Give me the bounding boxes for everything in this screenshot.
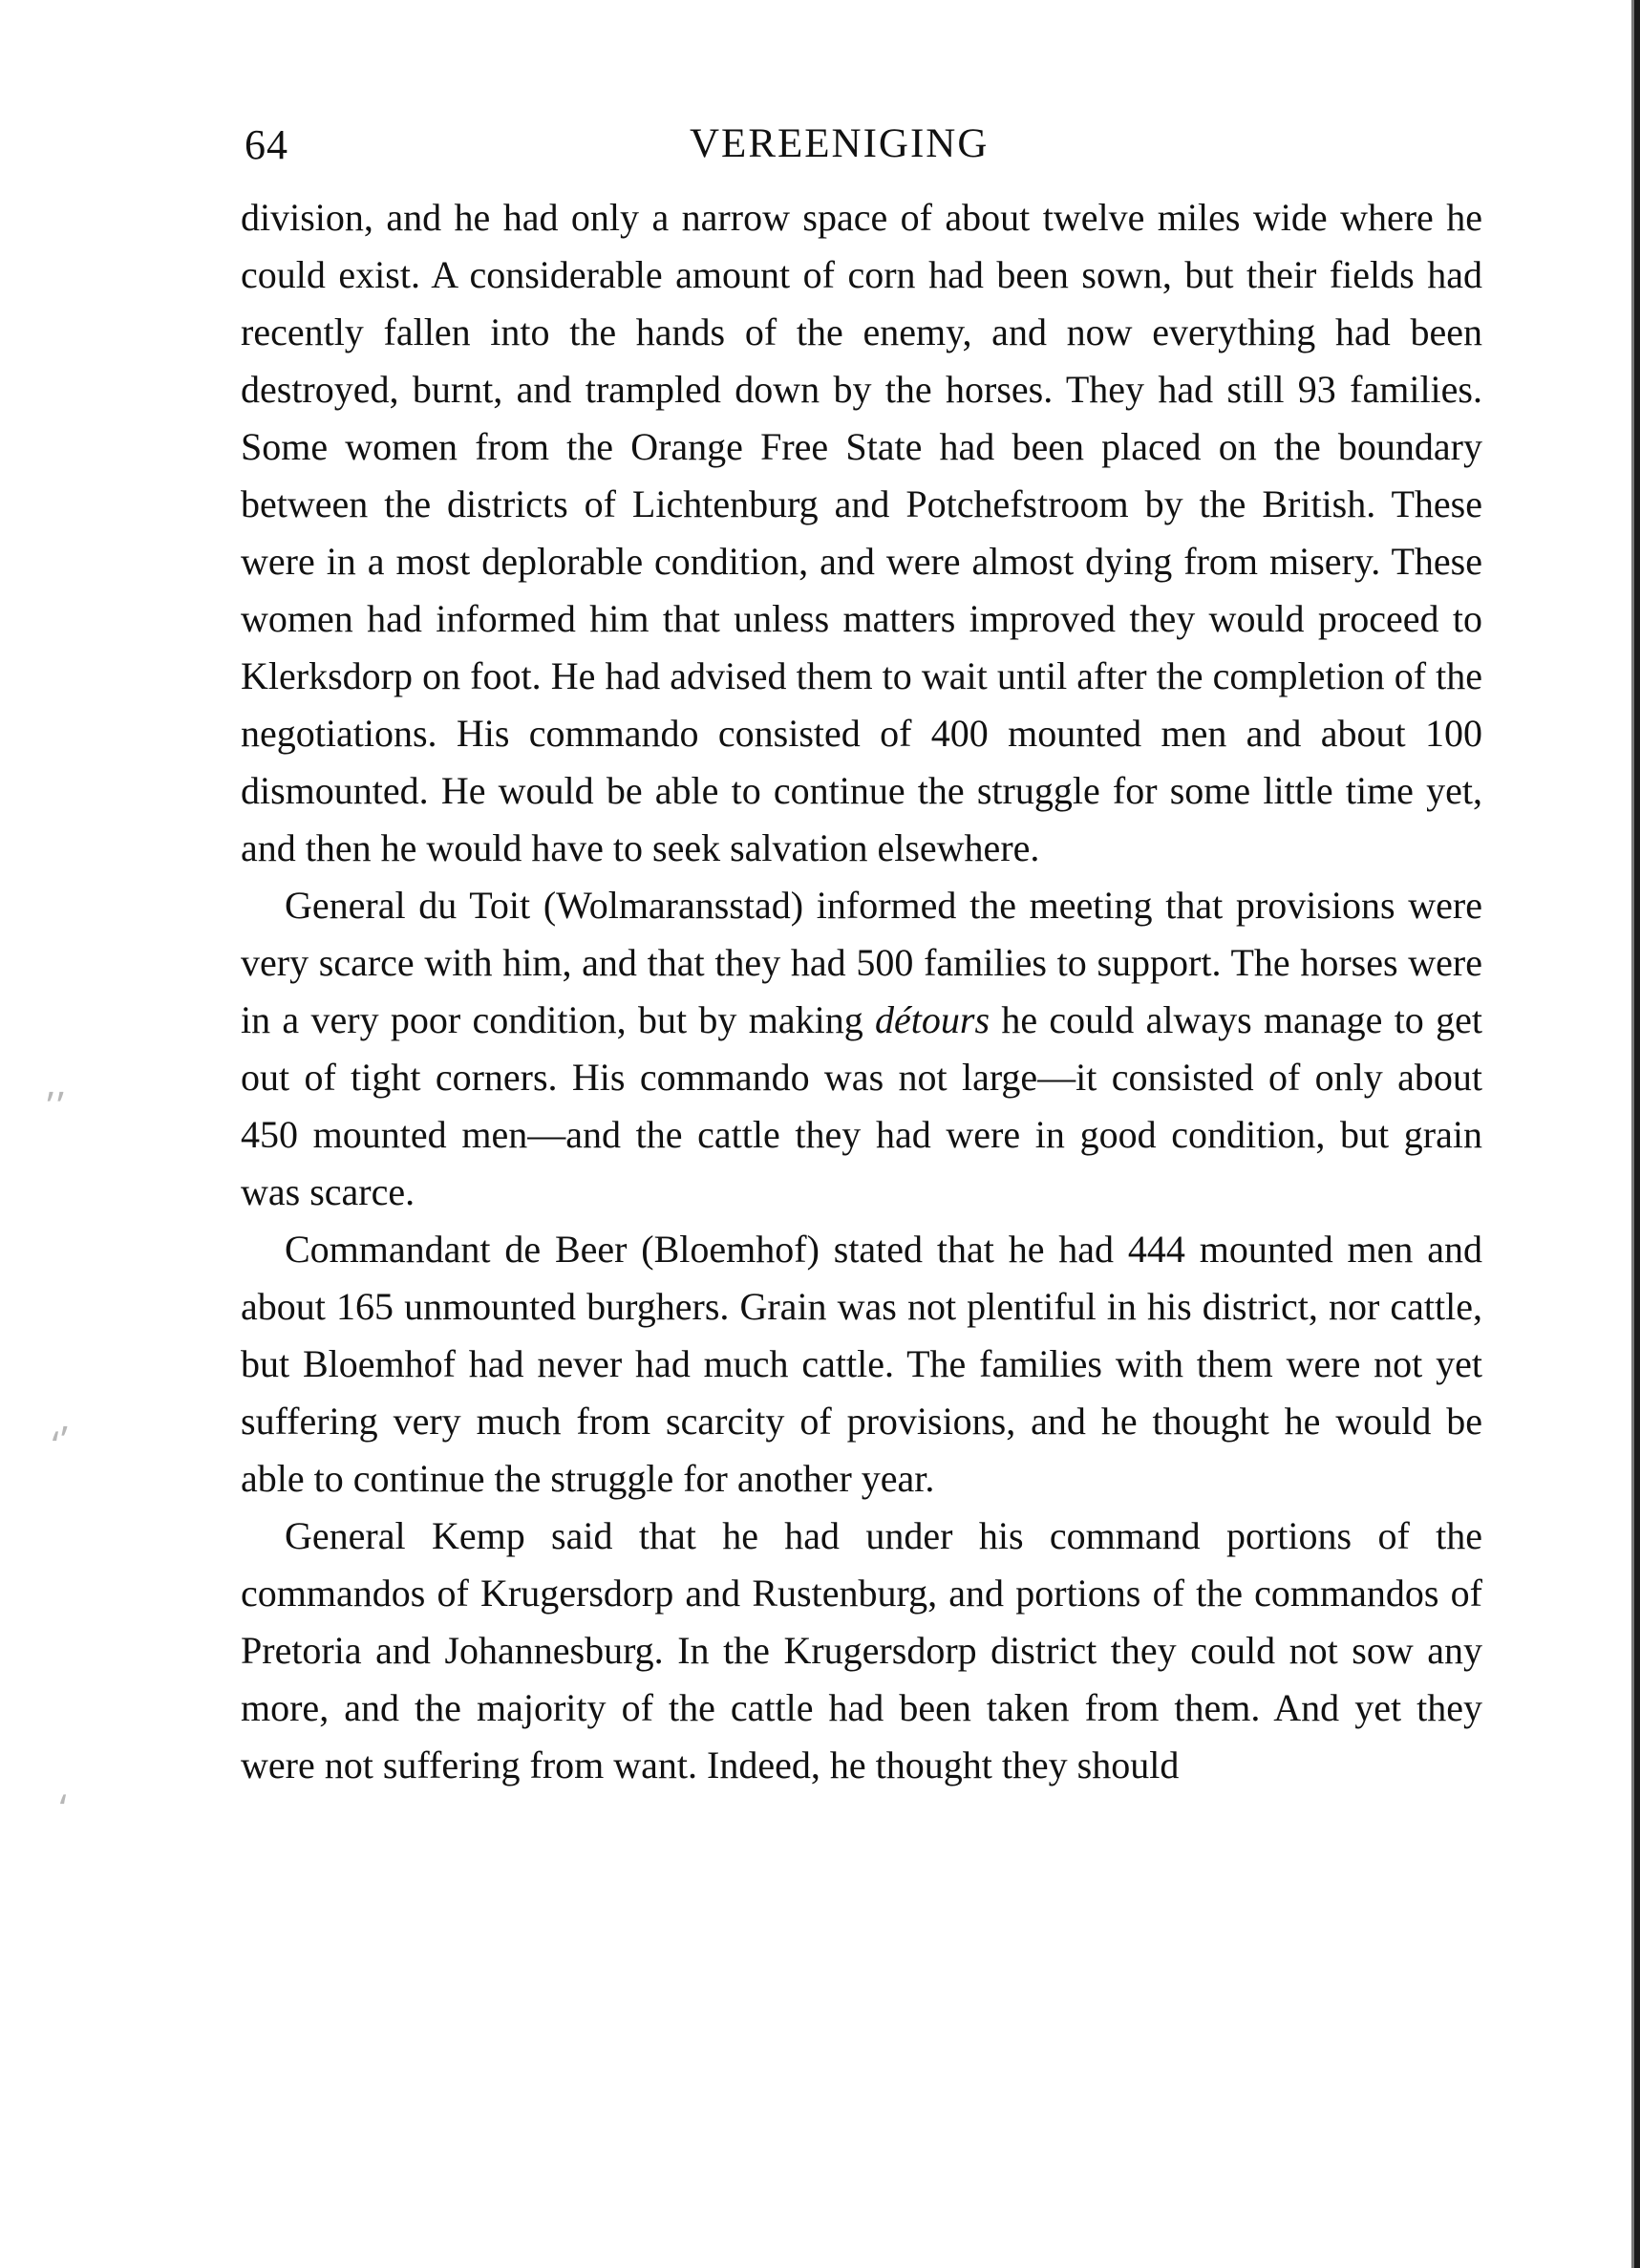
running-title: VEREENIGING xyxy=(690,121,990,166)
paragraph-1 xyxy=(241,189,1482,877)
paragraph-text: General du Toit (Wolmaransstad) informed the meeting that provisions were very scarce with him, and that they had 500 families to support. The horses were in a very poor condition, but by making xyxy=(241,884,1482,1041)
margin-mark-1: ⸴⸴ xyxy=(46,1067,67,1111)
body-text xyxy=(241,189,1482,1794)
margin-mark-2: ⸲⸴ xyxy=(50,1401,71,1445)
page-number: 64 xyxy=(245,121,288,168)
italic-term: détours xyxy=(875,998,990,1041)
paragraph-text: division, and he had only a narrow space of about twelve miles wide where he could exist. A considerable amount of corn had been sown, but their fields had recently fallen into the hands of the enemy, and now everything had been destroyed, burnt, and trampled down by the horses. They had still 93 families. Some women from the Orange Free State had been placed on the boundary between the districts of Lichtenburg and Potchefstroom by the British. These were in a most deplorable condition, and were almost dying from misery. These women had informed him that unless matters improved they would proceed to Klerksdorp on foot. He had advised them to wait until after the completion of the negotiations. His commando consisted of 400 mounted men and about 100 dismounted. He would be able to continue the struggle for some little time yet, and then he would have to seek salvation elsewhere. xyxy=(241,196,1482,869)
page-edge xyxy=(1634,0,1640,2268)
paragraph-2 xyxy=(241,877,1482,1221)
running-head xyxy=(241,113,1482,180)
paragraph-text: General Kemp said that he had under his command portions of the commandos of Krugersdorp and Rustenburg, and portions of the commandos of Pretoria and Johannesburg. In the Krugersdorp district they could not sow any more, and the majority of the cattle had been taken from them. And yet they were not suffering from want. Indeed, he thought they should xyxy=(241,1514,1482,1787)
margin-mark-3: ⸲ xyxy=(57,1765,68,1808)
book-page xyxy=(241,113,1482,1794)
paragraph-3 xyxy=(241,1221,1482,1508)
paragraph-text: he could always manage to get out of tight corners. His commando was not large—it consisted of only about 450 mounted men—and the cattle they had were in good condition, but grain was scarce. xyxy=(241,998,1482,1213)
paragraph-text: Commandant de Beer (Bloemhof) stated that he had 444 mounted men and about 165 unmounted burghers. Grain was not plentiful in his district, nor cattle, but Bloemhof had never had much cattle. The families with them were not yet suffering very much from scarcity of provisions, and he thought he would be able to continue the struggle for another year. xyxy=(241,1228,1482,1500)
paragraph-4 xyxy=(241,1508,1482,1794)
